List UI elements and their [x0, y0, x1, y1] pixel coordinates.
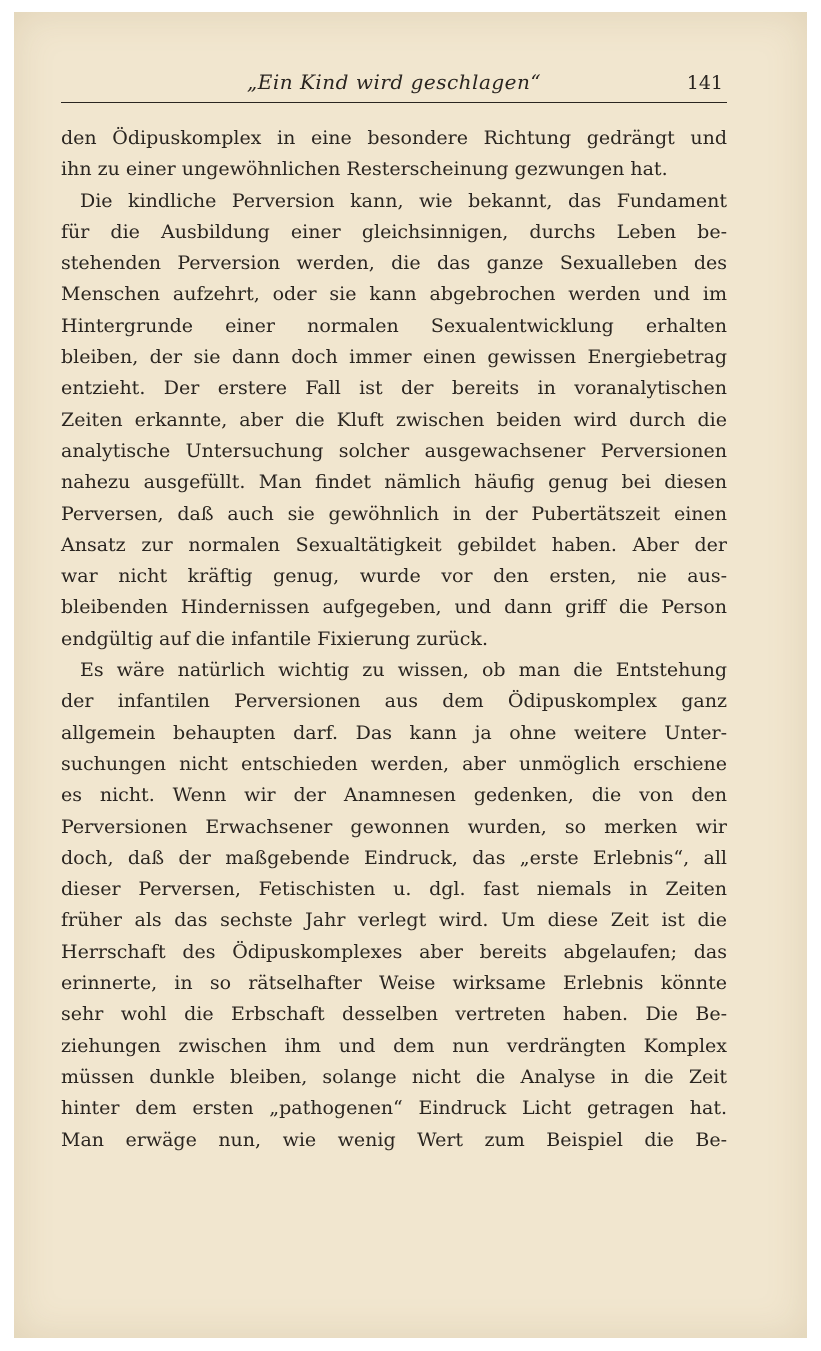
text-line: stehenden Perversion werden, die das ganze Sexualleben des [61, 252, 727, 275]
body-text [61, 123, 727, 1156]
text-line: erinnerte, in so rätselhafter Weise wirksame Erlebnis könnte [61, 972, 727, 995]
text-line: analytische Untersuchung solcher ausgewachsener Perversionen [61, 439, 727, 462]
text-line: Herrschaft des Ödipuskomplexes aber bereits abgelaufen; das [61, 940, 727, 963]
text-line: hinter dem ersten „pathogenen“ Eindruck Licht getragen hat. [61, 1097, 727, 1120]
text-line: ziehungen zwischen ihm und dem nun verdrängten Komplex [61, 1034, 727, 1057]
running-title: „Ein Kind wird geschlagen“ [246, 70, 542, 94]
text-line: Zeiten erkannte, aber die Kluft zwischen beiden wird durch die [61, 408, 727, 431]
text-line: Perversionen Erwachsener gewonnen wurden, so merken wir [61, 815, 727, 838]
text-line: bleiben, der sie dann doch immer einen gewissen Energiebetrag [61, 346, 727, 369]
text-line: nahezu ausgefüllt. Man findet nämlich häufig genug bei diesen [61, 471, 727, 494]
text-line: Man erwäge nun, wie wenig Wert zum Beispiel die Be- [61, 1128, 727, 1151]
text-line: Ansatz zur normalen Sexualtätigkeit gebildet haben. Aber der [61, 533, 727, 556]
text-line: müssen dunkle bleiben, solange nicht die Analyse in die Zeit [61, 1065, 727, 1088]
text-line: ihn zu einer ungewöhnlichen Resterscheinung gezwungen hat. [61, 158, 668, 181]
text-line: dieser Perversen, Fetischisten u. dgl. fast niemals in Zeiten [61, 878, 727, 901]
text-line: bleibenden Hindernissen aufgegeben, und dann griff die Person [61, 596, 727, 619]
book-page [14, 12, 807, 1338]
text-line: Hintergrunde einer normalen Sexualentwicklung erhalten [61, 314, 727, 337]
text-line: suchungen nicht entschieden werden, aber unmöglich erschiene [61, 752, 727, 775]
text-line: für die Ausbildung einer gleichsinnigen, durchs Leben be- [61, 220, 727, 243]
text-line: entzieht. Der erstere Fall ist der bereits in voranalytischen [61, 377, 727, 400]
text-line: Die kindliche Perversion kann, wie bekannt, das Fundament [80, 189, 727, 212]
text-line: den Ödipuskomplex in eine besondere Richtung gedrängt und [61, 127, 727, 149]
text-line: früher als das sechste Jahr verlegt wird. Um diese Zeit ist die [61, 909, 727, 932]
text-line: endgültig auf die infantile Fixierung zurück. [61, 627, 488, 650]
text-line: es nicht. Wenn wir der Anamnesen gedenken, die von den [61, 784, 727, 807]
text-line: war nicht kräftig genug, wurde vor den ersten, nie aus- [61, 565, 727, 588]
text-line: Es wäre natürlich wichtig zu wissen, ob man die Entstehung [80, 659, 727, 682]
text-line: Perversen, daß auch sie gewöhnlich in der Pubertätszeit einen [61, 502, 727, 525]
text-line: Menschen aufzehrt, oder sie kann abgebrochen werden und im [61, 283, 727, 306]
text-line: sehr wohl die Erbschaft desselben vertreten haben. Die Be- [61, 1003, 727, 1026]
running-header [61, 68, 727, 103]
text-line: doch, daß der maßgebende Eindruck, das „erste Erlebnis“, all [61, 846, 727, 869]
text-line: allgemein behaupten darf. Das kann ja ohne weitere Unter- [61, 721, 727, 744]
page-number: 141 [686, 72, 723, 94]
text-line: der infantilen Perversionen aus dem Ödipuskomplex ganz [61, 690, 727, 713]
